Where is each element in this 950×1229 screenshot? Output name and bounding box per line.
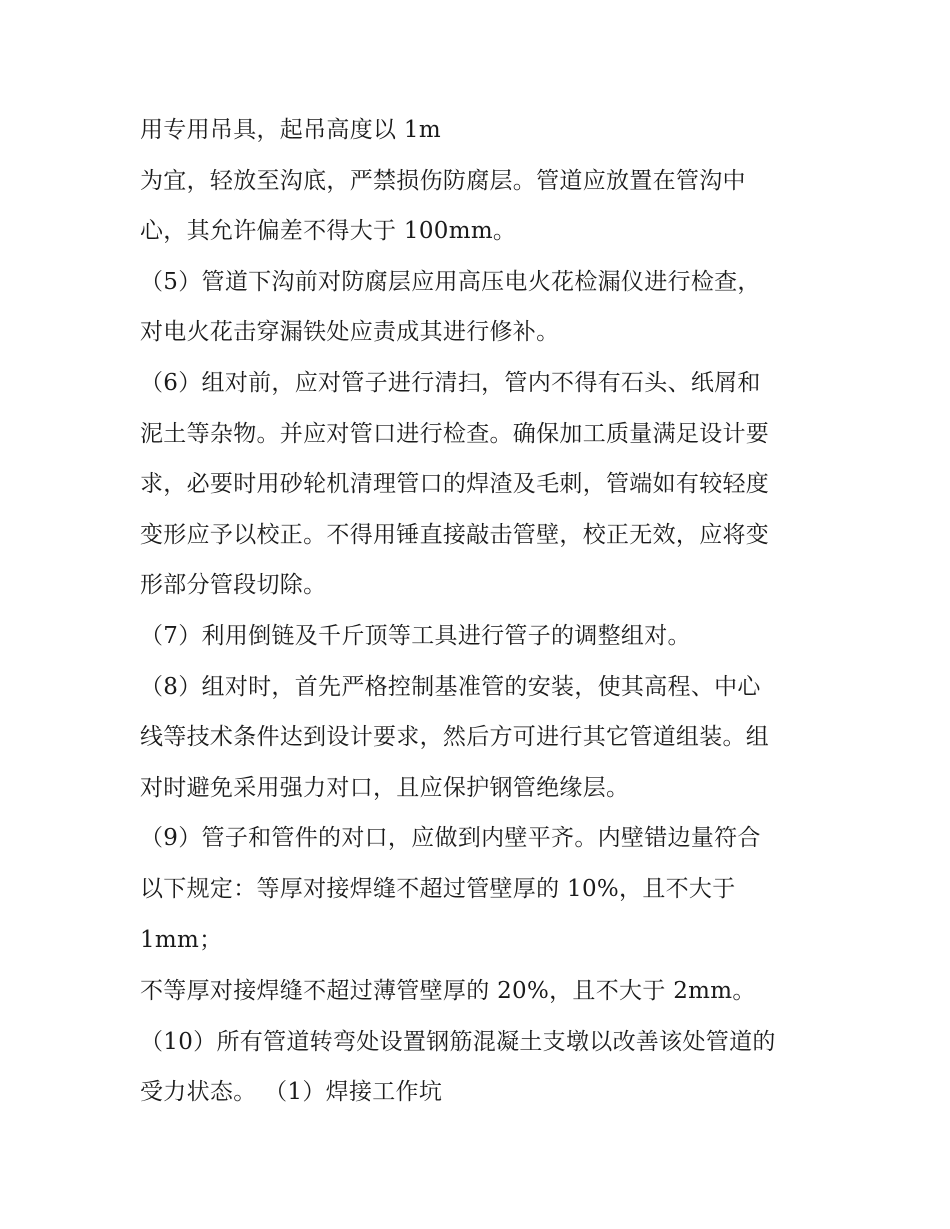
text-line-3: 心，其允许偏差不得大于 100mm。 <box>140 218 517 244</box>
text-line-13: 线等技术条件达到设计要求，然后方可进行其它管道组装。组 <box>140 724 770 750</box>
text-line-16: 以下规定：等厚对接焊缝不超过管壁厚的 10%，且不大于 <box>140 876 736 902</box>
text-line-11: （7）利用倒链及千斤顶等工具进行管子的调整组对。 <box>140 623 691 649</box>
text-line-20: 受力状态。 （1）焊接工作坑 <box>140 1079 443 1105</box>
text-line-15: （9）管子和管件的对口，应做到内壁平齐。内壁错边量符合 <box>140 825 761 851</box>
text-line-8: 求，必要时用砂轮机清理管口的焊渣及毛刺，管端如有较轻度 <box>140 471 770 497</box>
text-line-2: 为宜，轻放至沟底，严禁损伤防腐层。管道应放置在管沟中 <box>140 168 746 194</box>
text-line-18: 不等厚对接焊缝不超过薄管壁厚的 20%，且不大于 2mm。 <box>140 978 756 1004</box>
text-line-17: 1mm； <box>140 927 223 953</box>
text-line-5: 对电火花击穿漏铁处应责成其进行修补。 <box>140 319 560 345</box>
text-line-12: （8）组对时，首先严格控制基准管的安装，使其高程、中心 <box>140 674 761 700</box>
text-line-6: （6）组对前，应对管子进行清扫，管内不得有石头、纸屑和 <box>140 370 761 396</box>
text-line-19: （10）所有管道转弯处设置钢筋混凝土支墩以改善该处管道的 <box>140 1029 776 1055</box>
text-line-9: 变形应予以校正。不得用锤直接敲击管壁，校正无效，应将变 <box>140 522 770 548</box>
text-line-4: （5）管道下沟前对防腐层应用高压电火花检漏仪进行检查， <box>140 269 761 295</box>
text-line-14: 对时避免采用强力对口，且应保护钢管绝缘层。 <box>140 775 630 801</box>
text-line-7: 泥土等杂物。并应对管口进行检查。确保加工质量满足设计要 <box>140 421 770 447</box>
text-line-10: 形部分管段切除。 <box>140 572 327 598</box>
text-line-1: 用专用吊具，起吊高度以 1m <box>140 117 441 143</box>
